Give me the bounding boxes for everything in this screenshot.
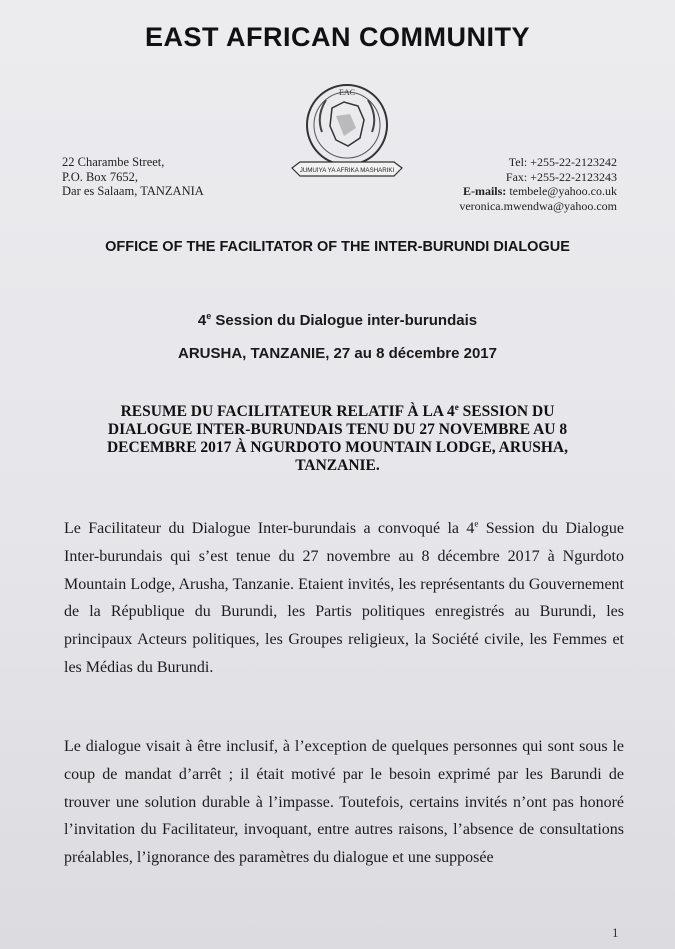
- logo-banner-text: JUMUIYA YA AFRIKA MASHARIKI: [299, 167, 395, 174]
- resume-part1: RESUME DU FACILITATEUR RELATIF À LA 4: [120, 403, 455, 421]
- email-2: veronica.mwendwa@yahoo.com: [459, 198, 617, 213]
- paragraph-2: Le dialogue visait à être inclusif, à l’exception de quelques personnes qui sont sous le coup de mandat d’arrêt ; il était motivé par le besoin exprimé par les Barundi de trouver une solution durable à l’impasse. Toutefois, certains invités n’ont pas honoré l’invitation du Facilitateur, invoquant, entre autres raisons, l’absence de consultations préalables, l’ignorance des paramètres du dialogue et une supposée: [64, 738, 624, 867]
- page-number: 1: [612, 925, 619, 940]
- logo-top-text: EAC: [339, 88, 355, 97]
- email-line-1: [459, 184, 617, 199]
- address-block: [62, 155, 204, 199]
- place-date: ARUSHA, TANZANIE, 27 au 8 décembre 2017: [178, 345, 497, 362]
- office-heading: OFFICE OF THE FACILITATOR OF THE INTER-BURUNDI DIALOGUE: [105, 239, 570, 255]
- paragraph-1-sup: e: [474, 518, 479, 529]
- session-title: [0, 311, 675, 329]
- address-line-2: P.O. Box 7652,: [62, 169, 139, 184]
- paragraph-1: [64, 515, 624, 682]
- session-title-rest: Session du Dialogue inter-burundais: [211, 312, 478, 329]
- organization-title: EAST AFRICAN COMMUNITY: [145, 22, 530, 52]
- email-1: tembele@yahoo.co.uk: [509, 184, 617, 198]
- contact-block: [459, 155, 617, 213]
- tel-line: Tel: +255-22-2123242: [508, 155, 617, 169]
- session-number: 4: [197, 312, 207, 329]
- resume-sup: e: [454, 402, 459, 412]
- fax-line: Fax: +255-22-2123243: [505, 169, 617, 184]
- resume-heading: [80, 398, 595, 475]
- paragraph-1-part2: Session du Dialogue Inter-burundais qui s’est tenue du 27 novembre au 8 décembre 2017 à Ngurdoto Mountain Lodge, Arusha, Tanzanie. Etaient invités, les représentants du Gouvernement de la République du Burundi, les Partis politiques enregistrés au Burundi, les principaux Acteurs politiques, les Groupes religieux, la Société civile, les Femmes et les Médias du Burundi.: [64, 520, 625, 676]
- resume-part2: SESSION DU DIALOGUE INTER-BURUNDAIS TENU DU 27 NOVEMBRE AU 8 DECEMBRE 2017 À NGURDOTO MOUNTAIN LODGE, ARUSHA, TANZANIE.: [106, 403, 569, 475]
- eac-logo-icon: [282, 80, 412, 190]
- emails-label: E-mails:: [462, 184, 507, 198]
- address-line-1: 22 Charambe Street,: [62, 155, 165, 169]
- session-sup: e: [206, 311, 212, 321]
- paragraph-1-part1: Le Facilitateur du Dialogue Inter-burundais a convoqué la 4: [64, 520, 475, 537]
- address-line-3: Dar es Salaam, TANZANIA: [62, 184, 204, 198]
